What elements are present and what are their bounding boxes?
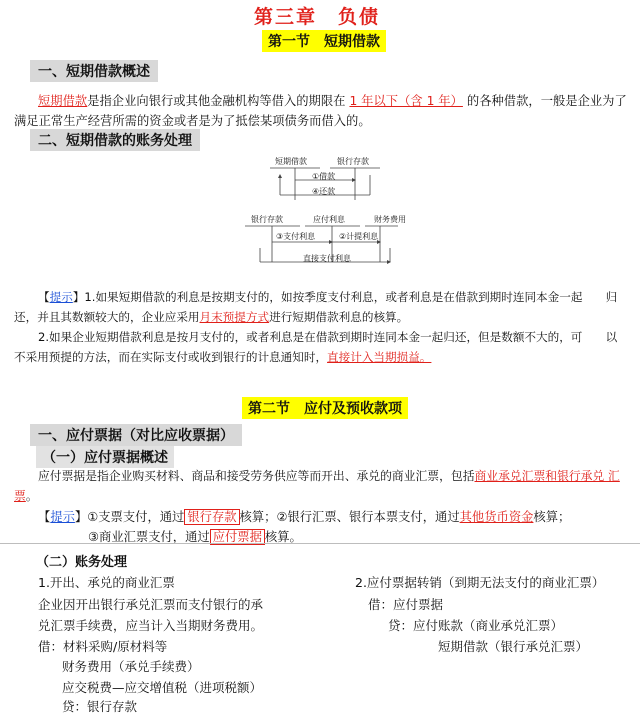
- section2-title: 第二节 应付及预收款项: [242, 397, 408, 419]
- definition-line2: 满足正常生产经营所需的资金或者是为了抵偿某项债务而借入的。: [14, 114, 371, 128]
- notes-def-a: 应付票据是指企业购买材料、商品和接受劳务供应等而开出、承兑的商业汇票，包括: [38, 469, 475, 483]
- heading-accounting: 二、短期借款的账务处理: [30, 129, 200, 151]
- notes-t1-highlight: 银行存款: [184, 509, 239, 525]
- diagram-label-interest-payable: 应付利息: [313, 215, 345, 224]
- right-col-title: 2.应付票据转销（到期无法支付的商业汇票）: [355, 575, 605, 590]
- tip1-c: 还，并且其数额较大的，企业应采用: [14, 310, 200, 324]
- left-col-l2: 兑汇票手续费，应当计入当期财务费用。: [38, 618, 264, 633]
- notes-t1c: 核算；: [533, 510, 571, 524]
- heading-accounting-treatment: （二）账务处理: [36, 555, 128, 570]
- diagram-step-repay: ④还款: [312, 187, 336, 196]
- notes-def-end: 。: [25, 489, 38, 503]
- tip1-line2: [14, 307, 408, 327]
- tip2-line1: 2.如果企业短期借款利息是按月支付的，或者利息是在借款到期时连同本金一起归还，但是数额不大的，可 以: [38, 330, 618, 344]
- def-period: 1 年以下（含 1 年）: [349, 94, 463, 108]
- tip-link-1[interactable]: 提示: [49, 290, 73, 304]
- heading-overview: 一、短期借款概述: [30, 60, 158, 82]
- left-col-l3: 借：材料采购/原材料等: [38, 639, 168, 654]
- diagram-label-short-loan: 短期借款: [275, 157, 307, 166]
- notes-t1b: 核算；②银行汇票、银行本票支付，通过: [239, 510, 460, 524]
- heading-notes-overview: （一）应付票据概述: [36, 446, 174, 468]
- diagram-label-bank1: 银行存款: [337, 157, 369, 166]
- right-col-l3: 短期借款（银行承兑汇票）: [438, 639, 589, 654]
- notes-tip-bracket-close: 】: [74, 510, 88, 524]
- term-short-loan: 短期借款: [38, 94, 88, 108]
- notes-t2-highlight: 应付票据: [210, 529, 265, 545]
- notes-t2b: 核算。: [264, 530, 302, 544]
- section1-title: 第一节 短期借款: [262, 30, 386, 52]
- left-col-l6: 贷：银行存款: [62, 699, 138, 714]
- notes-tip-line1: [38, 507, 570, 527]
- notes-tip-bracket: 【: [38, 510, 51, 524]
- notes-t1-highlight2: 其他货币资金: [459, 510, 534, 524]
- tip1-highlight: 月末预提方式: [199, 310, 270, 324]
- notes-t1: ①支票支付，通过: [87, 510, 185, 524]
- diagram-step-direct: 直接支付利息: [303, 254, 351, 263]
- diagram-step-borrow: ①借款: [312, 172, 336, 181]
- definition-line1: [38, 91, 627, 111]
- tip1-d: 进行短期借款利息的核算。: [269, 310, 409, 324]
- diagram-step-accrue: ②计提利息: [339, 232, 379, 241]
- left-col-l5: 应交税费—应交增值税（进项税额）: [62, 680, 263, 695]
- tip-link-2[interactable]: 提示: [50, 510, 75, 524]
- tip2-line2: [14, 347, 431, 367]
- tip1-line1: [38, 287, 617, 307]
- left-col-l1: 企业因开出银行承兑汇票而支付银行的承: [38, 597, 264, 612]
- diagram-label-fin-exp: 财务费用: [374, 215, 406, 224]
- diagram-step-pay-interest: ③支付利息: [276, 232, 316, 241]
- notes-tip-line2: [88, 527, 302, 547]
- left-col-l4: 财务费用（承兑手续费）: [62, 659, 200, 674]
- def-part1: 是指企业向银行或其他金融机构等借入的期限在: [87, 94, 346, 108]
- notes-def-highlight2: 票: [14, 489, 26, 503]
- notes-t2: ③商业汇票支付，通过: [88, 530, 210, 544]
- divider: [0, 543, 640, 544]
- right-col-l2: 贷：应付账款（商业承兑汇票）: [388, 618, 564, 633]
- notes-def-line1: [38, 466, 620, 486]
- right-col-l1: 借：应付票据: [368, 597, 444, 612]
- left-col-title: 1.开出、承兑的商业汇票: [38, 575, 175, 590]
- chapter-title: 第三章 负债: [254, 6, 381, 28]
- heading-notes-payable: 一、应付票据（对比应收票据）: [30, 424, 242, 446]
- def-part2: 的各种借款，一般是企业为了: [466, 94, 627, 108]
- tip2-highlight: 直接计入当期损益。: [327, 350, 432, 364]
- notes-def-highlight: 商业承兑汇票和银行承兑 汇: [474, 469, 620, 483]
- tip1-text: 】1.如果短期借款的利息是按期支付的，如按季度支付利息，或者利息是在借款到期时连同本金一起 归: [72, 290, 618, 304]
- diagram-label-bank2: 银行存款: [251, 215, 283, 224]
- tip1-bracket: 【: [38, 290, 50, 304]
- notes-def-line2: [14, 486, 38, 506]
- tip2-b: 不采用预提的方法，而在实际支付或收到银行的计息通知时，: [14, 350, 328, 364]
